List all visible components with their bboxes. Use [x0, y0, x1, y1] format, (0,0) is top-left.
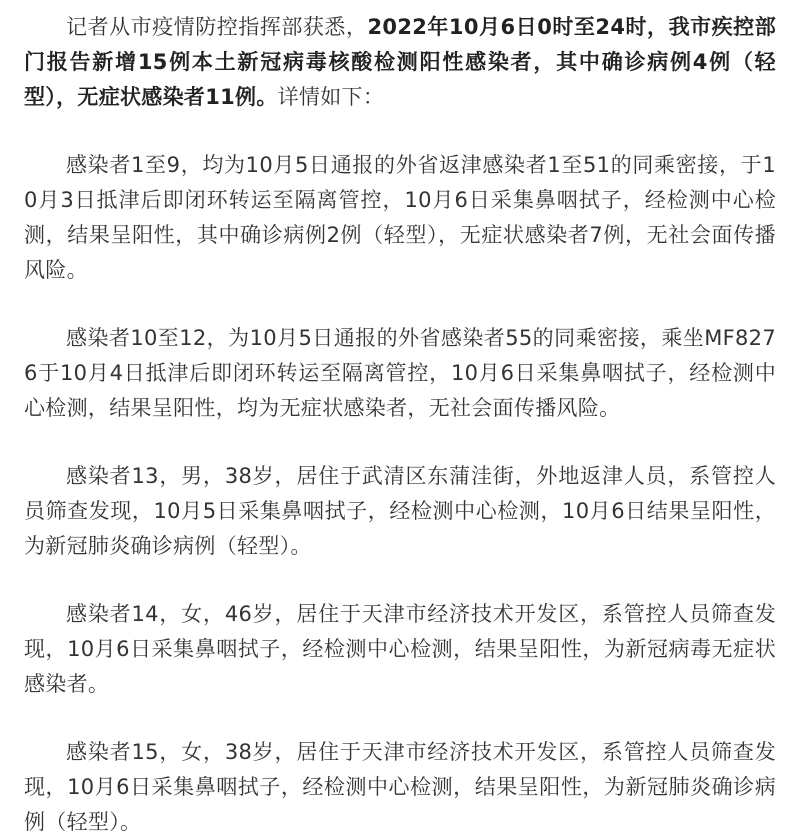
news-article — [24, 10, 776, 840]
intro-paragraph — [24, 10, 776, 115]
intro-lead-text: 记者从市疫情防控指挥部获悉， — [66, 15, 368, 39]
case-paragraph-4: 感染者14，女，46岁，居住于天津市经济技术开发区，系管控人员筛查发现，10月6日采集鼻咽拭子，经检测中心检测，结果呈阳性，为新冠病毒无症状感染者。 — [24, 602, 776, 696]
case-paragraph-5: 感染者15，女，38岁，居住于天津市经济技术开发区，系管控人员筛查发现，10月6日采集鼻咽拭子，经检测中心检测，结果呈阳性，为新冠肺炎确诊病例（轻型）。 — [24, 740, 776, 834]
intro-tail-text: 详情如下： — [277, 85, 385, 109]
intro-highlight-text: 2022年10月6日0时至24时，我市疾控部门报告新增15例本土新冠病毒核酸检测阳性感染者，其中确诊病例4例（轻型），无症状感染者11例。 — [24, 15, 777, 109]
case-paragraph-3: 感染者13，男，38岁，居住于武清区东蒲洼街，外地返津人员，系管控人员筛查发现，10月5日采集鼻咽拭子，经检测中心检测，10月6日结果呈阳性，为新冠肺炎确诊病例（轻型）。 — [24, 464, 776, 558]
case-paragraph-2: 感染者10至12，为10月5日通报的外省感染者55的同乘密接，乘坐MF8276于10月4日抵津后即闭环转运至隔离管控，10月6日采集鼻咽拭子，经检测中心检测，结果呈阳性，均为无症状感染者，无社会面传播风险。 — [24, 326, 776, 420]
case-paragraph-1: 感染者1至9，均为10月5日通报的外省返津感染者1至51的同乘密接，于10月3日抵津后即闭环转运至隔离管控，10月6日采集鼻咽拭子，经检测中心检测，结果呈阳性，其中确诊病例2例（轻型），无症状感染者7例，无社会面传播风险。 — [24, 153, 776, 282]
